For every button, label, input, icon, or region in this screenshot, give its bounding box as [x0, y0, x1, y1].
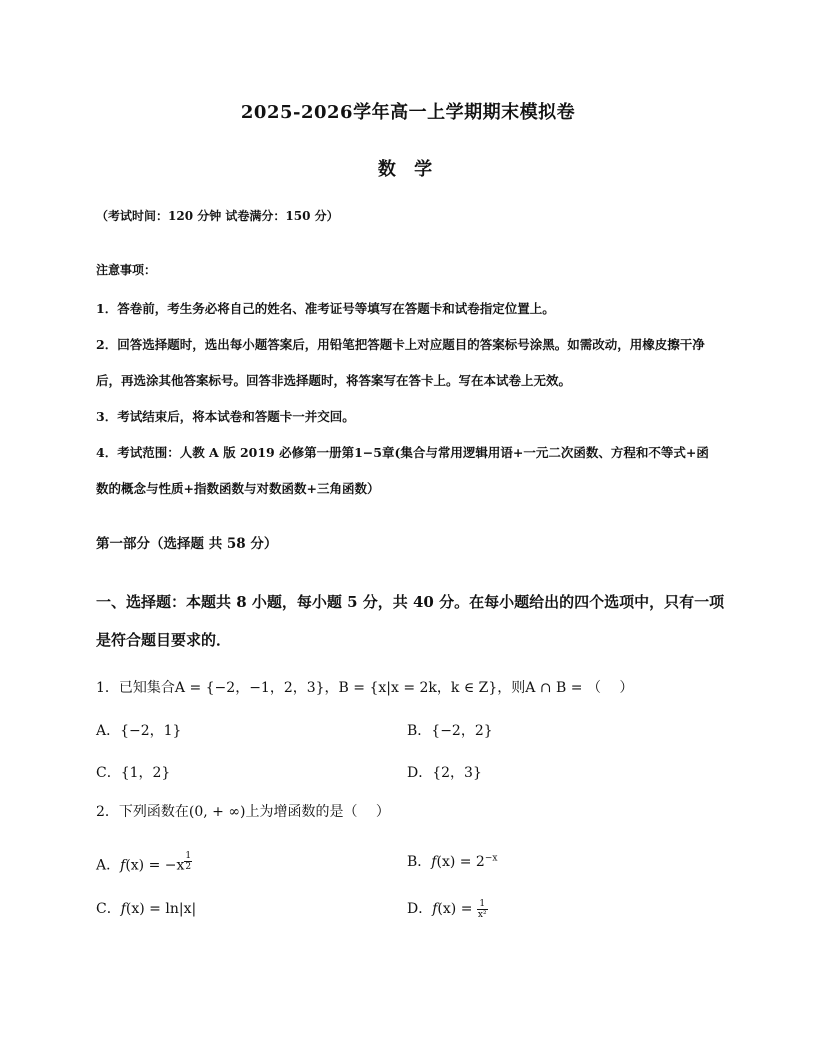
option-d-frac-den: x² [477, 909, 487, 920]
note-item-4: 4．考试范围：人教 A 版 2019 必修第一册第1−5章(集合与常用逻辑用语+一元二次函数、方程和不等式+函数的概念与性质+指数函数与对数函数+三角函数） [96, 445, 709, 496]
question-1-stem: 1．已知集合A = {−2，−1，2，3}，B = {x|x = 2k，k ∈ Z}，则A ∩ B = （ ） [96, 680, 634, 696]
option-a-exp-num: 1 [185, 851, 192, 861]
option-d-prefix: D． [407, 901, 433, 917]
option-a-func: f [120, 857, 126, 874]
option-b-exponent: −x [484, 853, 498, 864]
option-d-func: f [432, 901, 438, 917]
option-d-expr: (x) = [437, 901, 477, 917]
exam-title: 2025-2026学年高一上学期期末模拟卷 [240, 102, 576, 123]
question-1-option-a: A．{−2，1} [96, 723, 182, 739]
option-a-prefix: A． [96, 857, 121, 874]
note-item-2: 2．回答选择题时，选出每小题答案后，用铅笔把答题卡上对应题目的答案标号涂黑。如需改动，用橡皮擦干净后，再选涂其他答案标号。回答非选择题时，将答案写在答卡上。写在本试卷上无效。 [96, 337, 705, 388]
question-1-option-b: B．{−2，2} [407, 723, 493, 739]
note-item-1: 1．答卷前，考生务必将自己的姓名、准考证号等填写在答题卡和试卷指定位置上。 [96, 301, 555, 316]
option-d-fraction [477, 899, 488, 920]
notes-heading: 注意事项： [96, 263, 157, 277]
question-2-option-a [96, 851, 192, 875]
exam-info: （考试时间：120 分钟 试卷满分：150 分） [96, 209, 339, 223]
option-d-frac-num: 1 [477, 899, 488, 910]
option-b-prefix: B． [407, 854, 432, 870]
option-c-expr: (x) = ln|x| [125, 901, 197, 917]
question-2-stem: 2．下列函数在(0, + ∞)上为增函数的是（ ） [96, 804, 390, 820]
option-c-prefix: C． [96, 901, 121, 917]
question-1-option-c: C．{1，2} [96, 765, 171, 781]
option-a-exp-den: 2 [185, 862, 192, 872]
question-1-option-d: D．{2，3} [407, 765, 482, 781]
option-a-expr: (x) = −x [125, 857, 185, 874]
section-heading: 一、选择题：本题共 8 小题，每小题 5 分，共 40 分。在每小题给出的四个选项中，只有一项是符合题目要求的． [96, 593, 725, 649]
part-heading: 第一部分（选择题 共 58 分） [96, 536, 278, 552]
question-2-option-d [407, 898, 488, 920]
option-b-func: f [431, 854, 437, 870]
option-a-exponent [184, 851, 192, 872]
question-2-option-b [407, 851, 497, 871]
note-item-3: 3．考试结束后，将本试卷和答题卡一并交回。 [96, 409, 355, 424]
option-c-func: f [120, 901, 126, 917]
option-b-expr: (x) = 2 [436, 854, 485, 870]
subject-title: 数 学 [377, 159, 439, 180]
question-2-option-c [96, 898, 196, 918]
